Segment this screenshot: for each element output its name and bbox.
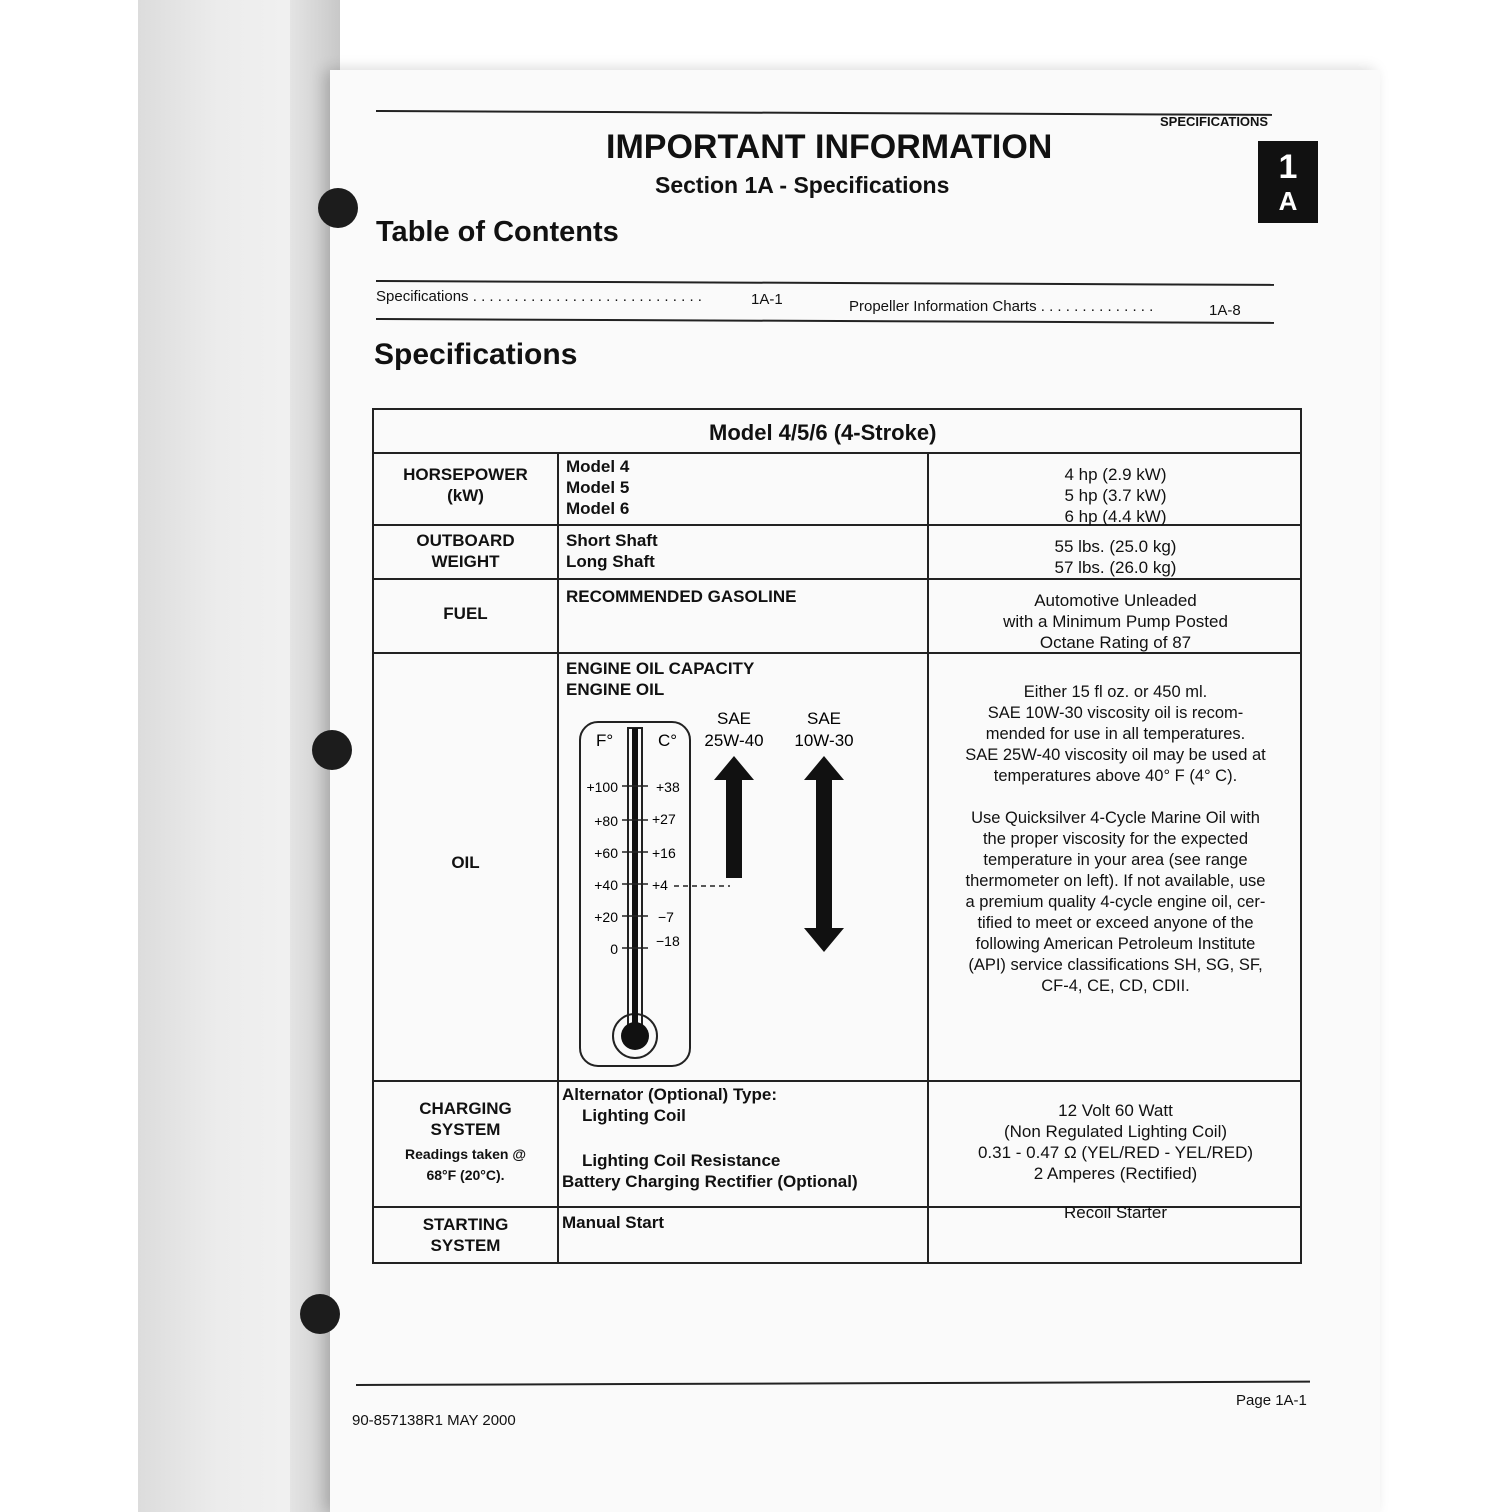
row-divider (374, 1080, 1300, 1082)
section-title: Section 1A - Specifications (655, 172, 950, 198)
oil-label: OIL (451, 853, 480, 872)
engine-oil-capacity: ENGINE OIL CAPACITY (566, 659, 755, 678)
fuel-value: with a Minimum Pump Posted (1003, 612, 1228, 631)
charging-values (929, 1100, 1302, 1184)
f-tick-label: +100 (586, 779, 618, 795)
charging-value: 0.31 - 0.47 Ω (YEL/RED - YEL/RED) (977, 1143, 1254, 1162)
toc-entry-label: Specifications (376, 288, 469, 305)
celsius-label: C° (658, 731, 678, 750)
f-tick-label: +60 (594, 845, 618, 861)
battery-charging-rectifier: Battery Charging Rectifier (Optional) (562, 1172, 858, 1191)
oil-value-line: temperatures above 40° F (4° C). (993, 767, 1238, 785)
oil-value-line: Use Quicksilver 4-Cycle Marine Oil with (971, 809, 1260, 827)
grade-25w40-range-arrow (714, 756, 754, 878)
charging-label (374, 1098, 557, 1186)
section-tab-letter: A (1278, 186, 1298, 216)
f-tick-label: +20 (594, 909, 618, 925)
toc-entry-page: 1A-8 (1209, 302, 1241, 319)
fuel-value: Automotive Unleaded (1034, 591, 1197, 610)
c-tick-label: −7 (658, 909, 674, 925)
model-6: Model 6 (566, 499, 630, 518)
running-header: SPECIFICATIONS (1160, 114, 1269, 129)
thermometer-mercury (632, 728, 638, 1028)
oil-value-line: SAE 10W-30 viscosity oil is recom- (987, 704, 1244, 722)
weight-label (374, 530, 557, 572)
starting-label (374, 1214, 557, 1256)
toc-entry-page: 1A-1 (751, 291, 783, 308)
grade-10w30-range-arrow (804, 756, 844, 952)
oil-value-line: tified to meet or exceed anyone of the (977, 914, 1254, 932)
grade-25w40: 25W-40 (704, 731, 764, 750)
weight-value: 57 lbs. (26.0 kg) (1054, 558, 1177, 577)
starting-label-line: SYSTEM (430, 1236, 501, 1255)
oil-value-line: SAE 25W-40 viscosity oil may be used at (965, 746, 1266, 764)
specifications-table (372, 408, 1302, 1264)
celsius-ticks (652, 779, 680, 949)
weight-value: 55 lbs. (25.0 kg) (1054, 537, 1177, 556)
long-shaft: Long Shaft (566, 552, 655, 571)
table-header: Model 4/5/6 (4-Stroke) (709, 420, 937, 445)
oil-value-line: a premium quality 4-cycle engine oil, cer- (965, 893, 1266, 911)
section-tab (1258, 141, 1318, 223)
horsepower-value: 4 hp (2.9 kW) (1064, 465, 1167, 484)
column-divider-1 (557, 454, 559, 1262)
grade-10w30: 10W-30 (794, 731, 854, 750)
c-tick-label: +4 (652, 877, 668, 893)
lighting-coil-resistance: Lighting Coil Resistance (582, 1151, 781, 1170)
oil-value-line: the proper viscosity for the expected (982, 830, 1249, 848)
fuel-values (929, 590, 1302, 653)
recoil-starter: Recoil Starter (1064, 1203, 1167, 1222)
lighting-coil: Lighting Coil (582, 1106, 686, 1125)
horsepower-label-line: HORSEPOWER (403, 465, 528, 484)
oil-value-line: CF-4, CE, CD, CDII. (1041, 977, 1190, 995)
charging-note: Readings taken @ (404, 1146, 527, 1162)
grade-10w30-sae: SAE (806, 709, 842, 728)
toc-entry-propeller[interactable] (849, 298, 1153, 315)
page-number: Page 1A-1 (1236, 1392, 1307, 1409)
oil-value-spacer (929, 787, 1302, 808)
horsepower-label-line: (kW) (447, 486, 484, 505)
toc-title: Table of Contents (376, 216, 619, 248)
charging-label-line: CHARGING (419, 1099, 512, 1118)
c-tick-label: +27 (652, 811, 676, 827)
row-divider (374, 452, 1300, 454)
model-5: Model 5 (566, 478, 630, 497)
document-number: 90-857138R1 MAY 2000 (352, 1412, 516, 1429)
oil-temperature-chart (566, 706, 896, 1070)
charging-value: (Non Regulated Lighting Coil) (1003, 1122, 1228, 1141)
oil-value-line: (API) service classifications SH, SG, SF, (968, 956, 1263, 974)
horsepower-models (566, 456, 629, 519)
binder-hole-middle (312, 730, 352, 770)
fahrenheit-ticks (586, 779, 648, 957)
f-tick-label: +80 (594, 813, 618, 829)
weight-label-line: OUTBOARD (416, 531, 515, 550)
c-tick-label: +38 (656, 779, 680, 795)
binder-hole-top (318, 188, 358, 228)
engine-oil: ENGINE OIL (566, 680, 665, 699)
oil-values (929, 682, 1302, 997)
alternator-type: Alternator (Optional) Type: (562, 1085, 778, 1104)
section-tab-number: 1 (1278, 148, 1298, 186)
manual-start: Manual Start (562, 1213, 665, 1232)
oil-value-line: thermometer on left). If not available, use (965, 872, 1266, 890)
fahrenheit-label: F° (596, 731, 614, 750)
charging-value: 12 Volt 60 Watt (1058, 1101, 1173, 1120)
charging-value: 2 Amperes (Rectified) (1033, 1164, 1198, 1183)
weight-label-line: WEIGHT (431, 552, 500, 571)
horsepower-value: 5 hp (3.7 kW) (1064, 486, 1167, 505)
fuel-value: Octane Rating of 87 (1039, 633, 1192, 652)
specifications-heading: Specifications (374, 338, 578, 371)
grade-25w40-sae: SAE (716, 709, 752, 728)
fuel-label: FUEL (443, 604, 488, 623)
row-divider (374, 578, 1300, 580)
short-shaft: Short Shaft (566, 531, 658, 550)
horsepower-label (374, 464, 557, 506)
horsepower-value: 6 hp (4.4 kW) (1064, 507, 1167, 526)
page-title: IMPORTANT INFORMATION (606, 128, 1053, 166)
toc-entry-specifications[interactable] (376, 288, 702, 305)
weight-items (566, 530, 658, 572)
toc-entry-label: Propeller Information Charts (849, 298, 1037, 315)
charging-items (562, 1084, 858, 1192)
toc-entry-dots: . . . . . . . . . . . . . . . . . . . . . . . . . . . . (468, 288, 702, 305)
charging-label-line: SYSTEM (430, 1120, 501, 1139)
oil-value-line: temperature in your area (see range (983, 851, 1248, 869)
oil-value-line: mended for use in all temperatures. (985, 725, 1246, 743)
model-4: Model 4 (566, 457, 630, 476)
recommended-gasoline: RECOMMENDED GASOLINE (566, 587, 797, 606)
oil-items (566, 658, 754, 700)
c-tick-label: −18 (656, 933, 680, 949)
starting-label-line: STARTING (422, 1215, 509, 1234)
f-tick-label: 0 (610, 941, 618, 957)
oil-value-line: Either 15 fl oz. or 450 ml. (1023, 683, 1208, 701)
weight-values (929, 536, 1302, 578)
c-tick-label: +16 (652, 845, 676, 861)
charging-note: 68°F (20°C). (426, 1167, 505, 1183)
oil-value-line: following American Petroleum Institute (975, 935, 1256, 953)
binder-hole-bottom (300, 1294, 340, 1334)
toc-entry-dots: . . . . . . . . . . . . . . (1036, 298, 1154, 315)
f-tick-label: +40 (594, 877, 618, 893)
horsepower-values (929, 464, 1302, 527)
